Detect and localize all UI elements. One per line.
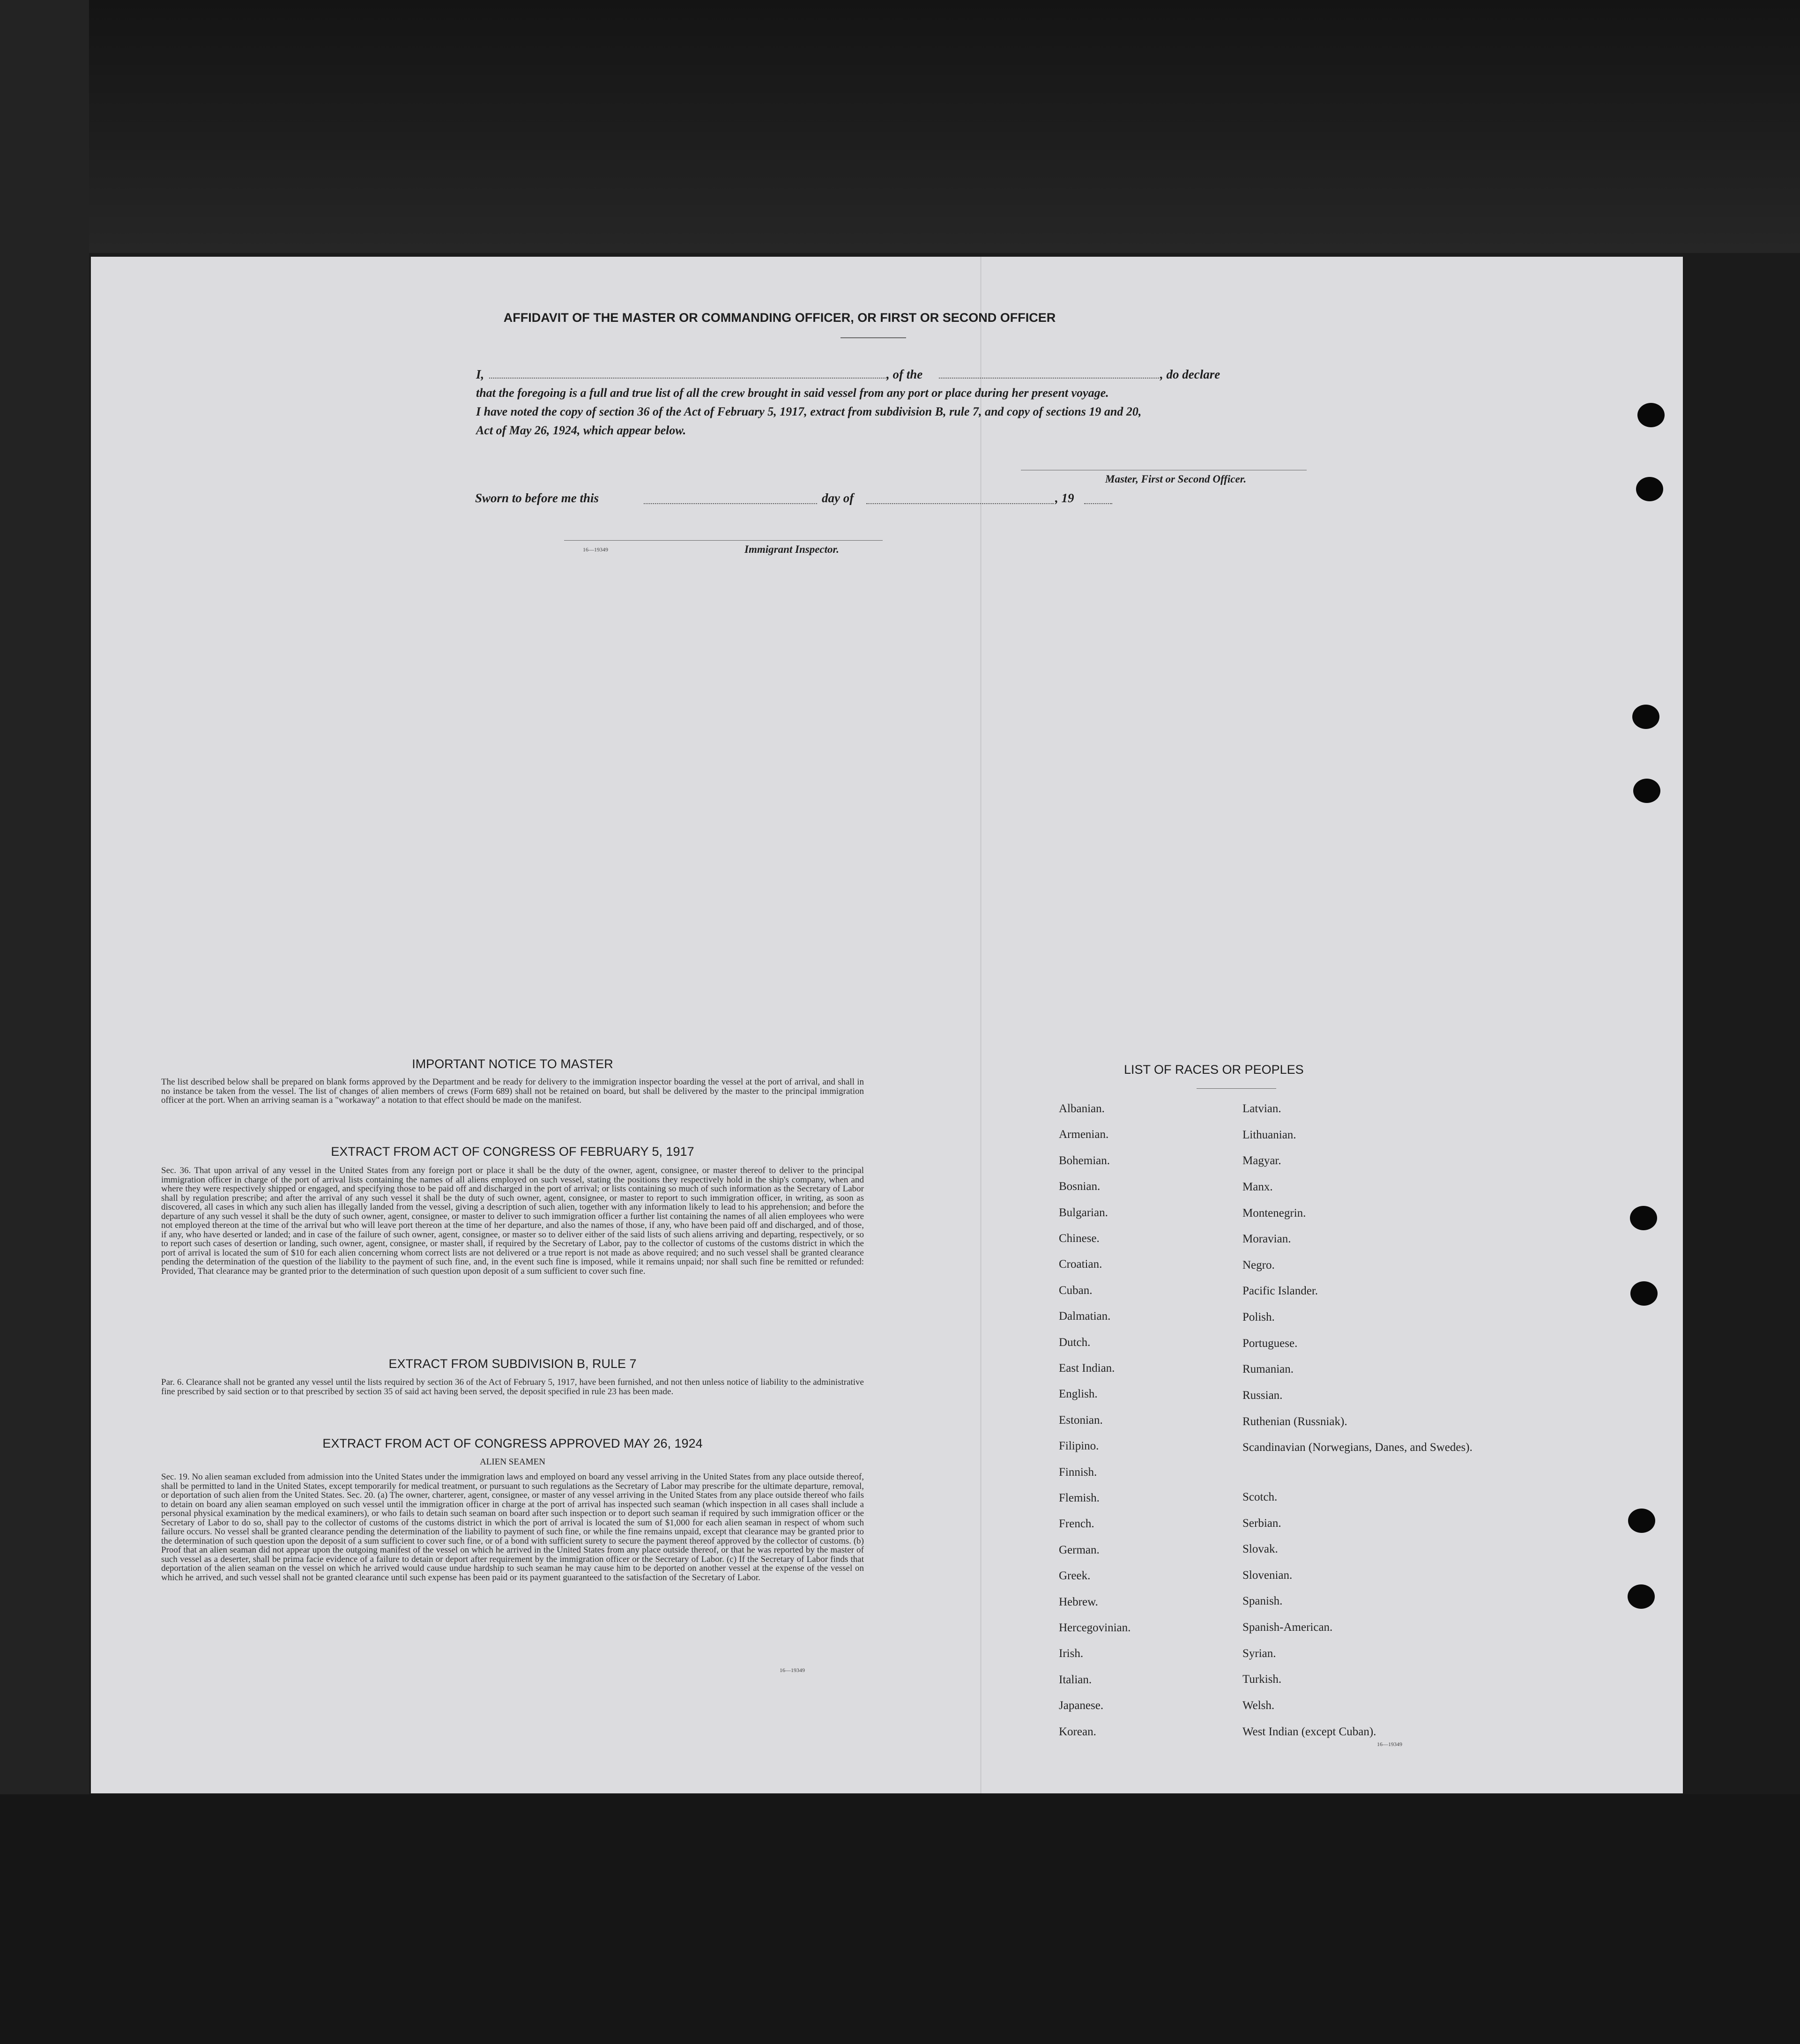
- affidavit-line-2: that the foregoing is a full and true list of all the crew brought in said vessel from any port or place during her present voyage.: [476, 386, 1109, 400]
- race-entry: Estonian.: [1059, 1413, 1103, 1427]
- race-entry: Russian.: [1242, 1389, 1283, 1402]
- rule-7-body: Par. 6. Clearance shall not be granted any vessel until the lists required by section 36 of the Act of February 5, 1917, have been furnished, and not then unless notice of liability to the administrative fine prescribed by said section or to that prescribed by section 35 of said act having been served, the deposit specified in rule 23 has been made.: [161, 1377, 864, 1397]
- race-entry: Croatian.: [1059, 1258, 1102, 1271]
- inspector-label: Immigrant Inspector.: [744, 543, 839, 555]
- document-sheet: [91, 257, 1683, 1793]
- affidavit-do-declare: , do declare: [1160, 367, 1220, 381]
- binder-hole: [1636, 477, 1663, 501]
- race-entry: Polish.: [1242, 1311, 1275, 1324]
- race-entry: Ruthenian (Russniak).: [1242, 1415, 1347, 1428]
- race-entry: Hercegovinian.: [1059, 1621, 1131, 1634]
- binder-hole: [1628, 1509, 1655, 1533]
- race-entry: Turkish.: [1242, 1673, 1282, 1686]
- binder-hole: [1637, 403, 1665, 427]
- race-entry: Moravian.: [1242, 1233, 1291, 1246]
- act-1924-title: EXTRACT FROM ACT OF CONGRESS APPROVED MAY 26, 1924: [322, 1436, 703, 1450]
- race-entry: Cuban.: [1059, 1284, 1093, 1297]
- center-fold: [980, 257, 982, 1793]
- race-entry: Chinese.: [1059, 1232, 1100, 1245]
- race-entry: Armenian.: [1059, 1128, 1109, 1141]
- name-field[interactable]: [489, 378, 887, 379]
- sworn-month-field[interactable]: [866, 503, 1054, 504]
- race-entry: Syrian.: [1242, 1647, 1276, 1660]
- races-left-column: [1059, 1102, 1237, 1738]
- race-entry: Slovak.: [1242, 1543, 1278, 1556]
- notice-title: IMPORTANT NOTICE TO MASTER: [412, 1057, 613, 1071]
- race-entry: West Indian (except Cuban).: [1242, 1725, 1376, 1738]
- race-entry: Irish.: [1059, 1647, 1084, 1660]
- race-entry: Pacific Islander.: [1242, 1285, 1318, 1298]
- race-entry: English.: [1059, 1388, 1098, 1401]
- affidavit-of-the-label: , of the: [886, 367, 923, 381]
- race-entry: Flemish.: [1059, 1492, 1100, 1504]
- race-entry: Montenegrin.: [1242, 1206, 1306, 1219]
- race-entry: Italian.: [1059, 1673, 1092, 1686]
- binder-hole: [1633, 779, 1660, 803]
- race-entry: Scotch.: [1242, 1490, 1278, 1503]
- affidavit-line-3: I have noted the copy of section 36 of the Act of February 5, 1917, extract from subdivision B, rule 7, and copy of sections 19 and 20,: [476, 405, 1142, 418]
- race-entry: Spanish.: [1242, 1595, 1283, 1608]
- film-border-top: [0, 0, 1800, 253]
- race-entry: Welsh.: [1242, 1699, 1275, 1712]
- race-entry: Negro.: [1242, 1258, 1275, 1271]
- film-border-bottom: [0, 1794, 1800, 2044]
- act-1917-title: EXTRACT FROM ACT OF CONGRESS OF FEBRUARY 5, 1917: [331, 1145, 694, 1159]
- act-1924-subtitle: ALIEN SEAMEN: [480, 1457, 545, 1467]
- races-form-number: 16—19349: [1377, 1741, 1402, 1747]
- title-rule: [840, 337, 906, 338]
- race-entry: Finnish.: [1059, 1465, 1097, 1479]
- race-entry: Portuguese.: [1242, 1337, 1298, 1350]
- act-1924-body: Sec. 19. No alien seaman excluded from admission into the United States under the immigration laws and employed on board any vessel arriving in the United States from any place outside thereof, shall be permitted to land in the United States, except temporarily for medical treatment, or pursuant to such regulations as the Secretary of Labor may prescribe for the ultimate departure, removal, or deportation of such alien from the United States. Sec. 20. (a) The owner, charterer, agent, consignee, or master of any vessel arriving in the United States from any place outside thereof who fails to detain on board any alien seaman employed on such vessel until the immigration officer in charge at the port of arrival has inspected such seaman (which inspection in all cases shall include a personal physical examination by the medical examiners), or who fails to detain such seaman on board after such inspection or to deport such seaman if required by such immigration officer or the Secretary of Labor to do so, shall pay to the collector of customs of the customs district in which the port of arrival is located the sum of $1,000 for each alien seaman in respect of whom such failure occurs. No vessel shall be granted clearance pending the determination of the liability to payment of such fine, or while the fine remains unpaid, except that clearance may be granted prior to the determination of such question upon the deposit of a sum sufficient to cover such fine, or of a bond with sufficient surety to secure the payment thereof approved by the collector of customs. (b) Proof that an alien seaman did not appear upon the outgoing manifest of the vessel on which he arrived in the United States from any place outside thereof, or that he was reported by the master of such vessel as a deserter, shall be prima facie evidence of a failure to detain or deport after requirement by the immigration officer or the Secretary of Labor. (c) If the Secretary of Labor finds that deportation of the alien seaman on the vessel on which he arrived would cause undue hardship to such seaman he may cause him to be deported on another vessel at the expense of the vessel on which he arrived, and such vessel shall not be granted clearance until such expense has been paid or its payment guaranteed to the satisfaction of the Secretary of Labor.: [161, 1472, 864, 1583]
- year-label: , 19: [1055, 491, 1074, 505]
- race-entry: French.: [1059, 1517, 1094, 1531]
- race-entry: Dalmatian.: [1059, 1310, 1111, 1323]
- binder-hole: [1630, 1206, 1657, 1230]
- races-title: LIST OF RACES OR PEOPLES: [1124, 1063, 1304, 1077]
- day-of-label: day of: [822, 491, 854, 505]
- race-entry: Rumanian.: [1242, 1363, 1294, 1376]
- affidavit-form-number: 16—19349: [583, 546, 608, 553]
- race-entry: Lithuanian.: [1242, 1128, 1296, 1141]
- races-title-rule: [1197, 1088, 1276, 1089]
- race-entry: Dutch.: [1059, 1336, 1091, 1349]
- master-signature-label: Master, First or Second Officer.: [1105, 473, 1247, 485]
- sworn-day-field[interactable]: [644, 503, 817, 504]
- inspector-signature-line[interactable]: [564, 540, 883, 541]
- act-1917-body: Sec. 36. That upon arrival of any vessel in the United States from any foreign port or place it shall be the duty of the owner, agent, consignee, or master thereof to deliver to the principal immigration officer in charge of the port of arrival lists containing the names of all aliens employed on such vessel, stating the positions they respectively hold in the ship's company, when and where they were respectively shipped or engaged, and specifying those to be paid off and discharged in the port of arrival; or lists containing so much of such information as the Secretary of Labor shall by regulation prescribe; and after the arrival of any such vessel it shall be the duty of such owner, agent, consignee, or master to report to such immigration officer, in writing, as soon as discovered, all cases in which any such alien has illegally landed from the vessel, giving a description of such alien, together with any information likely to lead to his apprehension; and before the departure of any such vessel it shall be the duty of such owner, agent, consignee, or master to deliver to such immigration officer a further list containing the names of all alien employees who were not employed thereon at the time of the arrival but who will leave port thereon at the time of her departure, and also the names of those, if any, who have been paid off and discharged, and of those, if any, who have deserted or landed; and in case of the failure of such owner, agent, consignee, or master so to deliver either of the said lists of such aliens arriving and departing, respectively, or so to report such cases of desertion or landing, such owner, agent, consignee, or master shall, if required by the Secretary of Labor, pay to the collector of customs of the customs district in which the port of arrival is located the sum of $10 for each alien concerning whom correct lists are not delivered or a true report is not made as above required; and no such vessel shall be granted clearance pending the determination of the question of the liability to the payment of such fine, and, in the event such fine is imposed, while it remains unpaid; nor shall such fine be remitted or refunded: Provided, That clearance may be granted prior to the determination of such question upon deposit of a sum sufficient to cover such fine.: [161, 1166, 864, 1276]
- race-entry: Filipino.: [1059, 1440, 1099, 1453]
- race-entry: Manx.: [1242, 1180, 1273, 1193]
- race-entry: Albanian.: [1059, 1102, 1105, 1115]
- race-entry: Bosnian.: [1059, 1180, 1101, 1193]
- sworn-year-field[interactable]: [1084, 503, 1112, 504]
- race-entry: Magyar.: [1242, 1154, 1281, 1167]
- race-entry: German.: [1059, 1543, 1100, 1556]
- race-entry: Bulgarian.: [1059, 1206, 1108, 1219]
- race-entry: Korean.: [1059, 1725, 1096, 1738]
- act-1924-form-number: 16—19349: [780, 1667, 805, 1673]
- affidavit-i-label: I,: [476, 367, 484, 381]
- race-entry: Latvian.: [1242, 1102, 1281, 1115]
- race-entry: Serbian.: [1242, 1516, 1281, 1530]
- race-entry: Hebrew.: [1059, 1595, 1098, 1608]
- race-entry: East Indian.: [1059, 1362, 1115, 1375]
- rule-7-title: EXTRACT FROM SUBDIVISION B, RULE 7: [388, 1357, 637, 1371]
- binder-hole: [1630, 1281, 1658, 1306]
- race-entry: Spanish-American.: [1242, 1621, 1333, 1634]
- race-entry: Japanese.: [1059, 1699, 1104, 1712]
- film-border-left: [0, 0, 89, 2044]
- race-entry: Slovenian.: [1242, 1568, 1293, 1582]
- affidavit-title: AFFIDAVIT OF THE MASTER OR COMMANDING OFFICER, OR FIRST OR SECOND OFFICER: [503, 311, 1056, 325]
- races-right-column: [1242, 1102, 1505, 1738]
- race-entry: Greek.: [1059, 1569, 1091, 1583]
- binder-hole: [1632, 705, 1659, 729]
- race-entry: Scandinavian (Norwegians, Danes, and Swedes).: [1242, 1441, 1473, 1454]
- race-entry: Bohemian.: [1059, 1154, 1110, 1167]
- vessel-field[interactable]: [939, 378, 1159, 379]
- notice-body: The list described below shall be prepared on blank forms approved by the Department and be ready for delivery to the immigration inspector boarding the vessel at the port of arrival, and shall in no instance be taken from the vessel. The list of changes of alien members of crews (Form 689) shall not be retained on board, but shall be delivered by the master to the principal immigration officer at the port. When an arriving seaman is a "workaway" a notation to that effect should be made on the manifest.: [161, 1077, 864, 1105]
- sworn-label: Sworn to before me this: [475, 491, 599, 505]
- binder-hole: [1628, 1584, 1655, 1609]
- affidavit-line-4: Act of May 26, 1924, which appear below.: [476, 424, 686, 437]
